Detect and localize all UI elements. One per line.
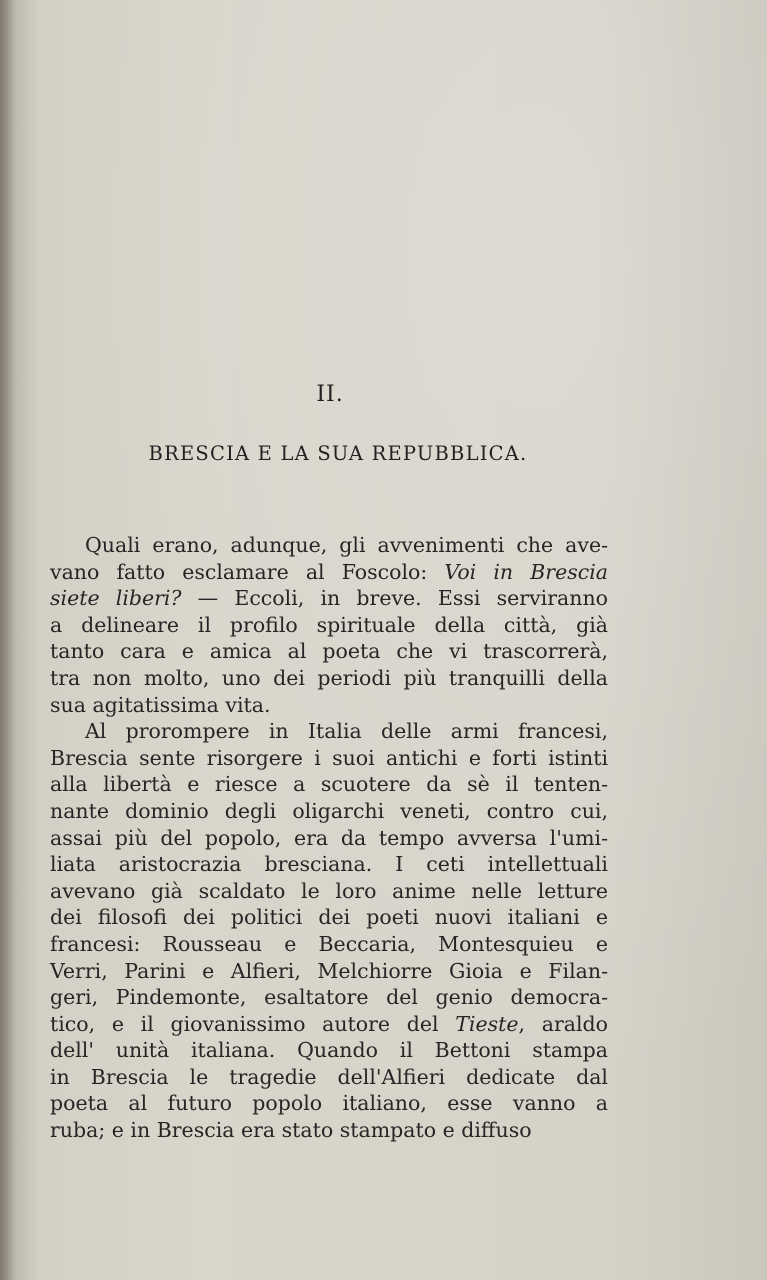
text-line xyxy=(50,984,608,1011)
text-line xyxy=(50,798,608,825)
text-line xyxy=(50,825,608,852)
paragraph xyxy=(50,718,608,1144)
text-run: dei filosofi dei politici dei poeti nuovi italiani e xyxy=(50,905,608,930)
text-run: poeta al futuro popolo italiano, esse vanno a xyxy=(50,1091,608,1116)
text-run: alla libertà e riesce a scuotere da sè il tenten- xyxy=(50,772,608,797)
text-line xyxy=(50,532,608,559)
text-line xyxy=(50,904,608,931)
text-line xyxy=(50,1064,608,1091)
text-line xyxy=(50,958,608,985)
text-line xyxy=(50,612,608,639)
text-line xyxy=(50,1037,608,1064)
text-run: dell' unità italiana. Quando il Bettoni stampa xyxy=(50,1038,608,1063)
text-run: nante dominio degli oligarchi veneti, contro cui, xyxy=(50,798,608,823)
text-run: Verri, Parini e Alfieri, Melchiorre Gioia e Filan- xyxy=(50,958,608,983)
text-run: francesi: Rousseau e Beccaria, Montesquieu e xyxy=(50,931,608,956)
text-run: geri, Pindemonte, esaltatore del genio democra- xyxy=(50,985,608,1010)
text-line xyxy=(50,1011,608,1038)
text-run: vano fatto esclamare al Foscolo: xyxy=(50,559,445,584)
text-run: , araldo xyxy=(518,1011,608,1036)
chapter-title: BRESCIA E LA SUA REPUBBLICA. xyxy=(148,442,528,465)
text-run: tanto cara e amica al poeta che vi trascorrerà, xyxy=(50,639,608,664)
text-line xyxy=(50,745,608,772)
text-run: ruba; e in Brescia era stato stampato e diffuso xyxy=(50,1118,532,1143)
text-run: liata aristocrazia bresciana. I ceti intellettuali xyxy=(50,852,608,877)
text-line xyxy=(50,692,608,719)
text-run: avevano già scaldato le loro anime nelle letture xyxy=(50,878,608,903)
italic-text: Voi in Brescia xyxy=(444,559,609,584)
text-run: sua agitatissima vita. xyxy=(50,692,271,717)
text-line xyxy=(50,1117,608,1144)
text-run: — Eccoli, in breve. Essi serviranno xyxy=(181,586,608,611)
italic-text: siete liberi? xyxy=(50,586,182,611)
text-run: in Brescia le tragedie dell'Alfieri dedicate dal xyxy=(50,1064,608,1089)
body-text xyxy=(50,532,608,1144)
text-line xyxy=(50,851,608,878)
text-line xyxy=(50,771,608,798)
text-run: assai più del popolo, era da tempo avversa l'umi- xyxy=(50,825,608,850)
text-run: Brescia sente risorgere i suoi antichi e forti istinti xyxy=(50,745,608,770)
text-line xyxy=(50,638,608,665)
text-run: a delineare il profilo spirituale della città, già xyxy=(50,612,608,637)
text-line xyxy=(50,931,608,958)
text-line xyxy=(50,559,608,586)
text-run: tra non molto, uno dei periodi più tranquilli della xyxy=(50,665,608,690)
text-run: tico, e il giovanissimo autore del xyxy=(50,1011,456,1036)
text-line xyxy=(50,665,608,692)
text-line xyxy=(50,878,608,905)
text-line xyxy=(50,1090,608,1117)
text-run: Al prorompere in Italia delle armi francesi, xyxy=(85,719,608,744)
italic-text: Tieste xyxy=(455,1011,519,1036)
paragraph xyxy=(50,532,608,718)
chapter-number: II. xyxy=(316,382,344,407)
text-run: Quali erano, adunque, gli avvenimenti che ave- xyxy=(85,533,608,557)
text-line xyxy=(50,585,608,612)
text-line xyxy=(50,718,608,745)
